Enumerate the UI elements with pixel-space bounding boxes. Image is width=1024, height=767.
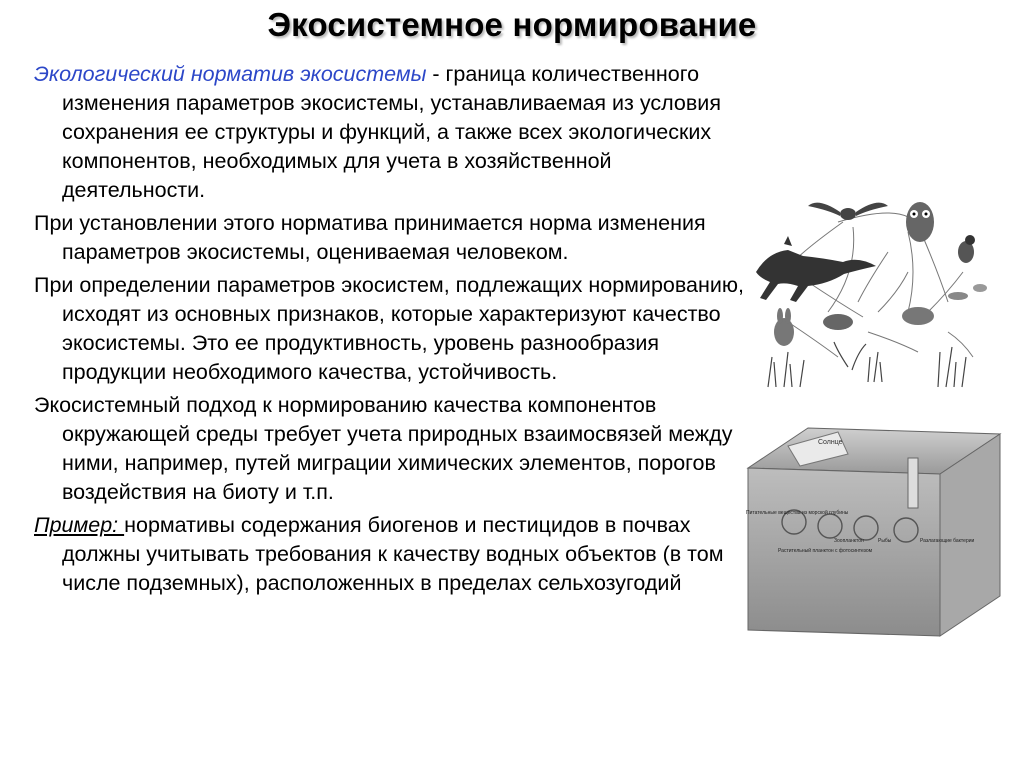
- definition-term: Экологический норматив экосистемы: [34, 62, 427, 86]
- owl-figure: [906, 202, 934, 242]
- grass-plants: [768, 342, 966, 387]
- aquatic-ecosystem-diagram: [738, 418, 1010, 646]
- slide-body: [34, 60, 754, 602]
- example-label: Пример:: [34, 513, 125, 537]
- food-web-illustration: [748, 192, 1000, 392]
- paragraph-approach: Экосистемный подход к нормированию качества компонентов окружающей среды требует учета природных взаимосвязей между ними, например, путей миграции химических элементов, порогов воздействия на биоту и т.п.: [34, 393, 733, 504]
- example-text: нормативы содержания биогенов и пестицидов в почвах должны учитывать требования к качеству водных объектов (в том числе подземных), расположенных в пределах сельхозугодий: [62, 513, 724, 595]
- food-web-arrows: [788, 213, 973, 357]
- decomposer-label: Разлагающие бактерии: [920, 538, 975, 544]
- definition-text: - граница количественного изменения параметров экосистемы, устанавливаемая из условия сохранения ее структуры и функций, а также всех экологических компонентов, необходимых для учета в хозяйственной деятельности.: [62, 62, 721, 202]
- paragraph-norm: При установлении этого норматива принимается норма изменения параметров экосистемы, оцениваемая человеком.: [34, 211, 706, 264]
- sun-label: Солнце: [818, 439, 843, 446]
- slide-title: Экосистемное нормирование: [267, 6, 757, 43]
- paragraph-example: [34, 511, 754, 598]
- vertical-column: [908, 458, 918, 508]
- zooplankton-label: Зоопланктон: [834, 538, 864, 544]
- fish-label: Рыбы: [878, 538, 892, 544]
- fox-figure: [756, 236, 876, 302]
- nutrients-label: Питательные вещества из морской глубины: [746, 510, 849, 516]
- plankton-label: Растительный планктон с фотосинтезом: [778, 548, 873, 554]
- paragraph-parameters: При определении параметров экосистем, подлежащих нормированию, исходят из основных признаков, которые характеризуют качество экосистемы. Это ее продуктивность, уровень разнообразия продукции необходимого качества, устойчивость.: [34, 273, 744, 384]
- small-bird: [958, 235, 975, 263]
- bird-flying: [808, 203, 888, 220]
- paragraph-definition: [34, 60, 754, 205]
